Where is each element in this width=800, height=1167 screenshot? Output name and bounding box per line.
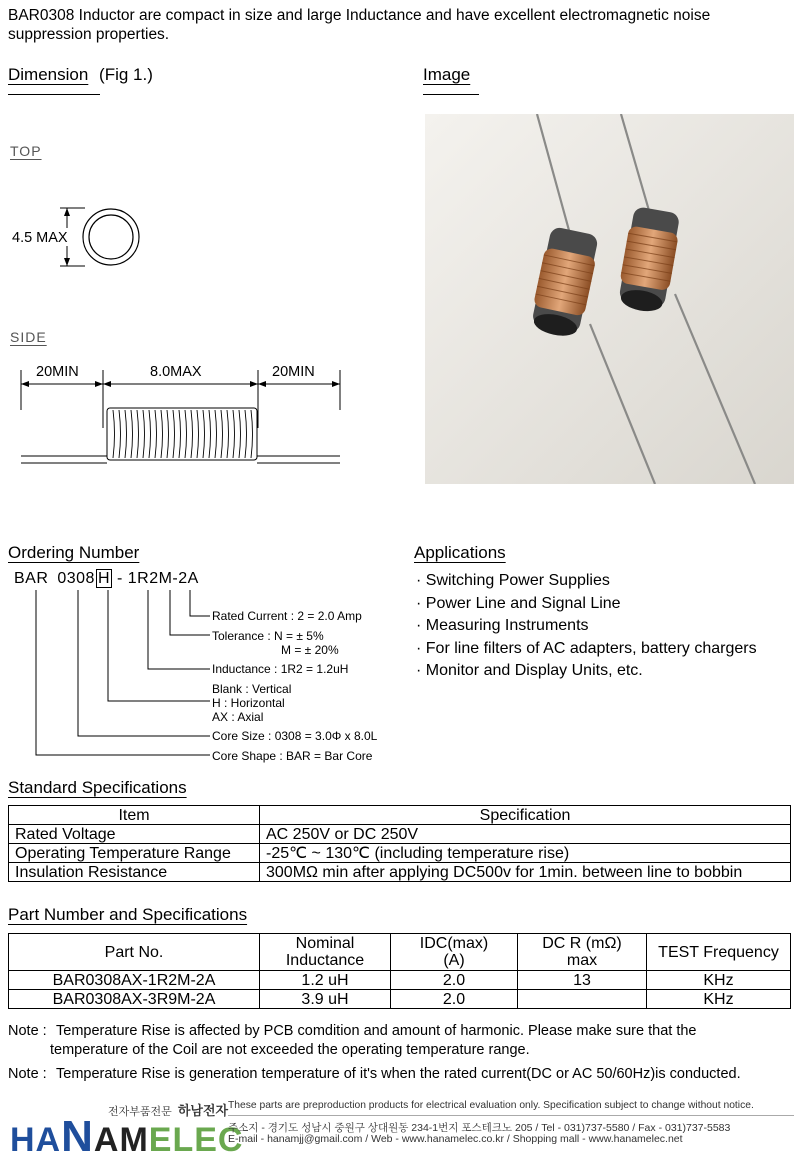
list-item: · Monitor and Display Units, etc. — [416, 662, 643, 679]
logo-text-am: AM — [93, 1121, 149, 1159]
code-core-size: 0308 — [57, 570, 95, 587]
image-heading: Image — [423, 65, 471, 84]
table-row — [9, 971, 791, 990]
part-specs-table — [8, 933, 791, 1009]
inductance-desc: Inductance : 1R2 = 1.2uH — [212, 662, 349, 676]
fig-label: (Fig 1.) — [99, 65, 153, 84]
applications-heading: Applications — [414, 543, 506, 562]
ordering-code — [14, 570, 199, 588]
company-logo — [10, 1112, 243, 1162]
contact-info: E-mail - hanamjj@gmail.com / Web - www.hanamelec.co.kr / Shopping mall - www.hanamelec.net — [228, 1133, 683, 1145]
table-cell — [518, 990, 647, 1009]
list-item: · Switching Power Supplies — [416, 572, 610, 589]
part-specs-heading: Part Number and Specifications — [8, 905, 248, 924]
table-cell: BAR0308AX-3R9M-2A — [9, 990, 260, 1009]
table-cell: 2.0 — [391, 971, 518, 990]
intro-text: BAR0308 Inductor are compact in size and large Inductance and have excellent electromagnetic noise suppression properties. — [8, 7, 711, 43]
diameter-label: 4.5 MAX — [12, 230, 68, 246]
tolerance-desc-2: M = ± 20% — [281, 643, 339, 657]
column-header: Item — [9, 806, 260, 825]
mount-desc-2: H : Horizontal — [212, 696, 285, 710]
side-view-label: SIDE — [10, 329, 47, 345]
ordering-leader-lines — [0, 588, 215, 760]
table-cell: Operating Temperature Range — [9, 844, 260, 863]
mount-desc-1: Blank : Vertical — [212, 682, 292, 696]
table-cell: KHz — [647, 971, 791, 990]
list-item: · Power Line and Signal Line — [416, 594, 621, 612]
table-row — [9, 863, 791, 882]
note-1-line-1: Temperature Rise is affected by PCB comdition and amount of harmonic. Please make sure that the — [56, 1023, 697, 1039]
table-header-row — [9, 934, 791, 971]
product-photo — [425, 114, 794, 484]
core-size-desc: Core Size : 0308 = 3.0Φ x 8.0L — [212, 729, 378, 743]
ordering-heading: Ordering Number — [8, 543, 140, 562]
tolerance-desc: Tolerance : N = ± 5% — [212, 629, 324, 643]
column-header: Nominal Inductance — [260, 934, 391, 971]
table-cell: AC 250V or DC 250V — [260, 825, 791, 844]
table-cell: BAR0308AX-1R2M-2A — [9, 971, 260, 990]
mount-desc-3: AX : Axial — [212, 710, 264, 724]
korean-company-name: 하남전자 — [177, 1103, 229, 1118]
table-cell: KHz — [647, 990, 791, 1009]
list-item: · For line filters of AC adapters, battery chargers — [416, 639, 757, 657]
side-view-drawing — [15, 360, 350, 470]
table-header-row — [9, 806, 791, 825]
table-cell: 13 — [518, 971, 647, 990]
top-view-label: TOP — [10, 143, 42, 159]
dimension-underline — [8, 94, 100, 95]
column-header: IDC(max) (A) — [391, 934, 518, 971]
table-cell: 2.0 — [391, 990, 518, 1009]
column-header: Part No. — [9, 934, 260, 971]
korean-tag: 전자부품전문 — [108, 1106, 172, 1118]
column-header: TEST Frequency — [647, 934, 791, 971]
code-value: 1R2M-2A — [127, 570, 199, 587]
table-cell: 3.9 uH — [260, 990, 391, 1009]
body-length-dim: 8.0MAX — [150, 364, 202, 380]
table-cell: Rated Voltage — [9, 825, 260, 844]
code-dash: - — [116, 570, 123, 587]
standard-specs-heading: Standard Specifications — [8, 778, 187, 797]
note-1-line-2: temperature of the Coil are not exceeded the operating temperature range. — [50, 1042, 530, 1058]
applications-list — [416, 570, 757, 683]
table-cell: 1.2 uH — [260, 971, 391, 990]
code-core-shape: BAR — [14, 570, 49, 587]
rated-current-desc: Rated Current : 2 = 2.0 Amp — [212, 609, 362, 623]
table-row — [9, 825, 791, 844]
table-cell: Insulation Resistance — [9, 863, 260, 882]
note-2-label: Note : — [8, 1066, 47, 1082]
dimension-heading — [8, 65, 153, 85]
disclaimer: These parts are preproduction products for electrical evaluation only. Specification subject to change without notice. — [228, 1100, 754, 1111]
logo-text-elec: ELEC — [148, 1121, 244, 1159]
footer-divider — [228, 1115, 794, 1116]
table-cell: -25℃ ~ 130℃ (including temperature rise) — [260, 844, 791, 863]
table-row — [9, 990, 791, 1009]
lead-left-dim: 20MIN — [36, 364, 79, 380]
korean-tagline — [108, 1100, 228, 1119]
list-item: · Measuring Instruments — [416, 617, 589, 634]
dimension-title: Dimension — [8, 65, 89, 84]
standard-specs-table — [8, 805, 791, 882]
lead-right-dim: 20MIN — [272, 364, 315, 380]
note-2-text: Temperature Rise is generation temperature of it's when the rated current(DC or AC 50/60Hz)is conducted. — [56, 1066, 741, 1082]
core-shape-desc: Core Shape : BAR = Bar Core — [212, 749, 373, 763]
top-view-drawing — [55, 200, 145, 272]
address: 주소지 - 경기도 성남시 중원구 상대원동 234-1번지 포스테크노 205 / Tel - 031)737-5580 / Fax - 031)737-5583 — [228, 1122, 731, 1134]
code-mount: H — [97, 570, 111, 587]
image-underline — [423, 94, 479, 95]
logo-text-n: N — [61, 1112, 94, 1161]
column-header: DC R (mΩ) max — [518, 934, 647, 971]
note-1-label: Note : — [8, 1023, 47, 1039]
table-row — [9, 844, 791, 863]
logo-text-ha: HA — [10, 1121, 62, 1159]
column-header: Specification — [260, 806, 791, 825]
table-cell: 300MΩ min after applying DC500v for 1min. between line to bobbin — [260, 863, 791, 882]
